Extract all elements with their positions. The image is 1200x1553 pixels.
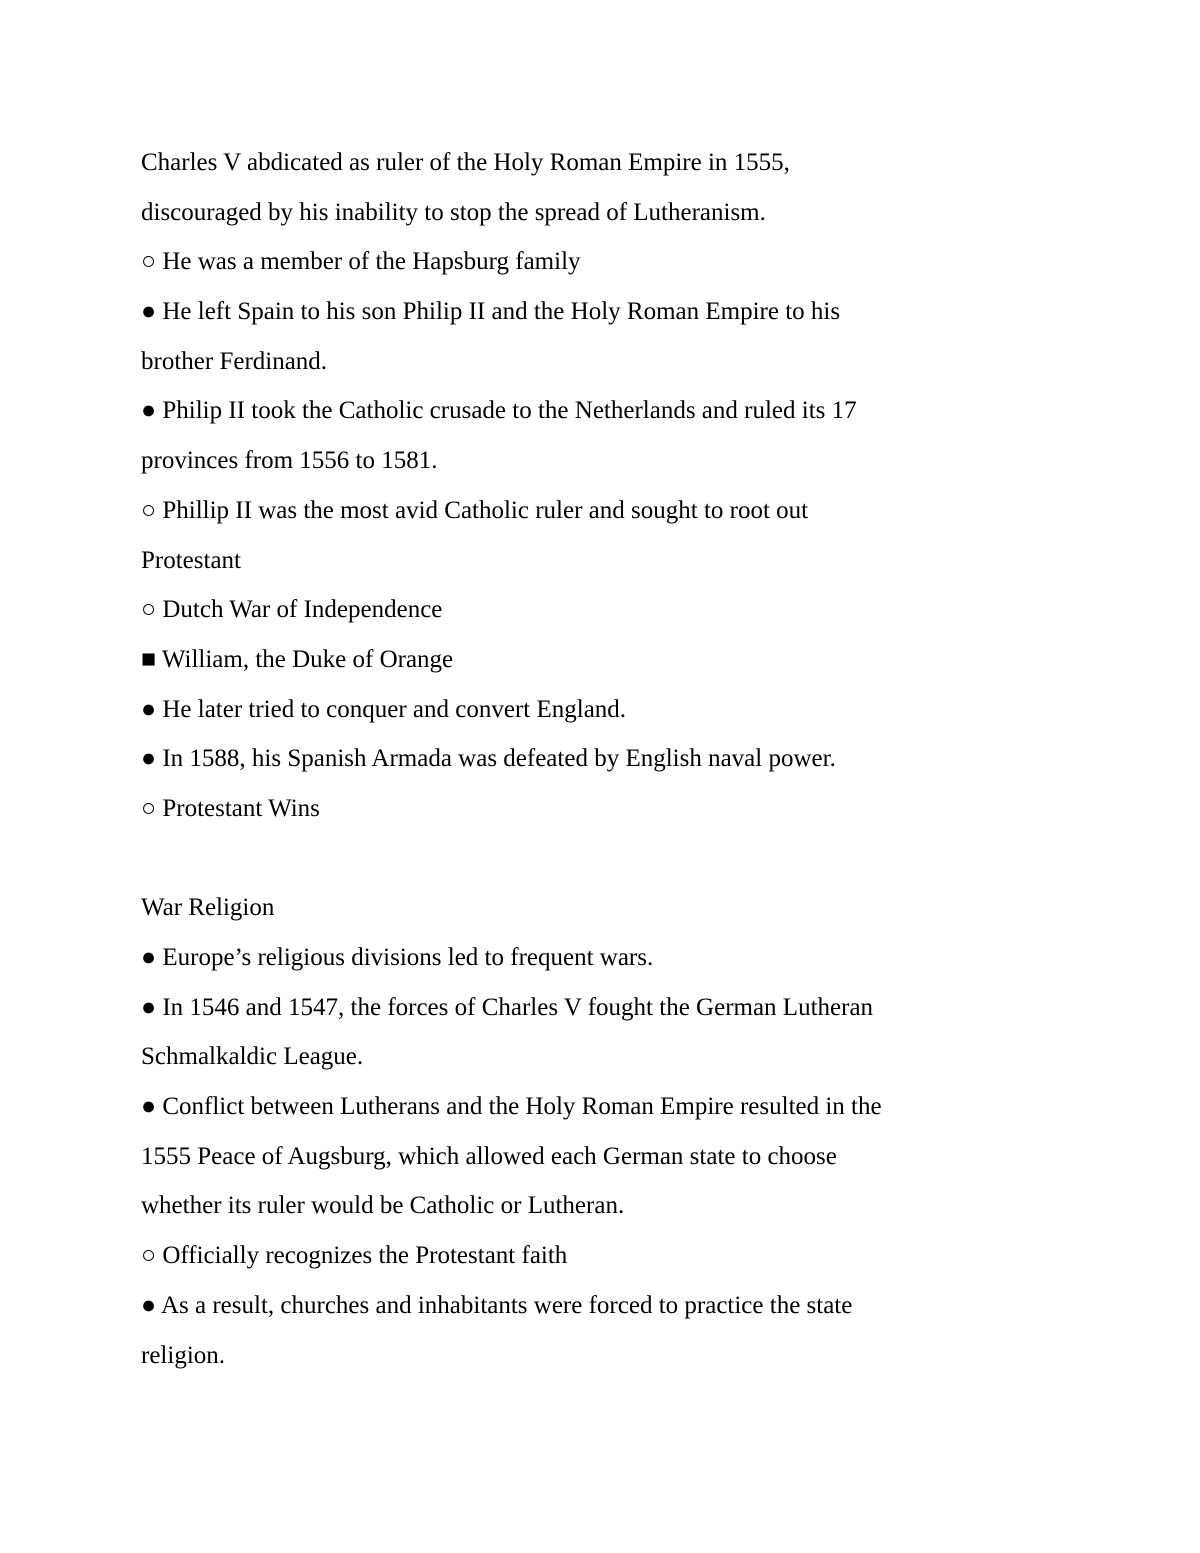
text-line: provinces from 1556 to 1581. [141, 447, 438, 475]
bullet-line: ○ Protestant Wins [141, 794, 320, 822]
bullet-line: ● As a result, churches and inhabitants were forced to practice the state [141, 1291, 853, 1319]
text-line: Protestant [141, 546, 241, 574]
section-heading: War Religion [141, 894, 275, 922]
text-line: brother Ferdinand. [141, 347, 328, 375]
bullet-line: ○ Officially recognizes the Protestant faith [141, 1242, 568, 1270]
bullet-line: ○ Phillip II was the most avid Catholic ruler and sought to root out [141, 496, 809, 524]
document-body [141, 138, 1041, 1380]
bullet-line: ○ He was a member of the Hapsburg family [141, 248, 581, 276]
text-line: Schmalkaldic League. [141, 1043, 364, 1071]
text-line: religion. [141, 1341, 226, 1369]
bullet-line: ● Philip II took the Catholic crusade to the Netherlands and ruled its 17 [141, 397, 857, 425]
bullet-line: ● Europe’s religious divisions led to frequent wars. [141, 944, 654, 971]
text-line: discouraged by his inability to stop the spread of Lutheranism. [141, 198, 766, 226]
bullet-line: ■ William, the Duke of Orange [141, 645, 454, 673]
text-line: whether its ruler would be Catholic or Lutheran. [141, 1192, 625, 1220]
paragraph-gap [141, 834, 1041, 884]
bullet-line: ● In 1546 and 1547, the forces of Charles V fought the German Lutheran [141, 993, 874, 1021]
bullet-line: ○ Dutch War of Independence [141, 596, 443, 624]
bullet-line: ● He later tried to conquer and convert England. [141, 695, 627, 723]
bullet-line: ● He left Spain to his son Philip II and the Holy Roman Empire to his [141, 298, 841, 326]
bullet-line: ● In 1588, his Spanish Armada was defeated by English naval power. [141, 745, 836, 773]
text-line: 1555 Peace of Augsburg, which allowed each German state to choose [141, 1142, 837, 1170]
text-line: Charles V abdicated as ruler of the Holy Roman Empire in 1555, [141, 149, 790, 176]
bullet-line: ● Conflict between Lutherans and the Holy Roman Empire resulted in the [141, 1093, 882, 1121]
